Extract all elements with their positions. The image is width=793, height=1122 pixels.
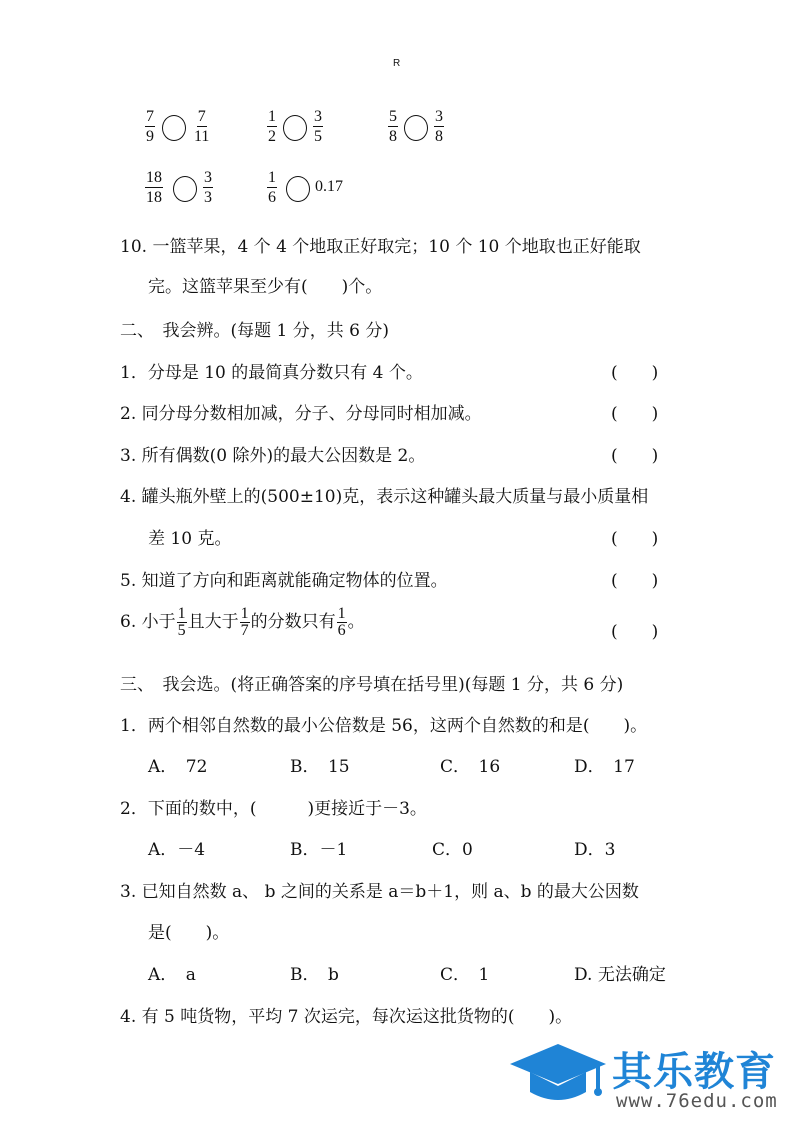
choice-question-2: 2．下面的数中，( )更接近于－3。 [120,799,427,819]
answer-paren[interactable]: ( ) [611,446,659,466]
option-a[interactable]: A． 72 [148,757,208,777]
judge-item-5: 5. 知道了方向和距离就能确定物体的位置。 [120,571,448,591]
compare-circle[interactable] [283,115,307,141]
header-mark: R [393,58,401,69]
judge-item-4-line-2: 差 10 克。 [148,529,232,549]
watermark-name: 其乐教育 [612,1049,776,1095]
option-c[interactable]: C．0 [432,840,473,860]
fraction: $\frac{7}{11}$ [194,108,210,145]
option-b[interactable]: B． 15 [290,757,350,777]
graduation-cap-icon [508,1040,608,1110]
fraction: $\frac{5}{8}$ [389,108,397,145]
fraction: $\frac{1}{6}$ [337,605,346,639]
fraction: $\frac{1}{7}$ [240,605,249,639]
judge-item-2: 2. 同分母分数相加减，分子、分母同时相加减。 [120,404,482,424]
option-c[interactable]: C． 1 [440,965,490,985]
option-a[interactable]: A． a [148,965,196,985]
compare-circle[interactable] [404,115,428,141]
option-b[interactable]: B． b [290,965,339,985]
choice-question-3-line-1: 3. 已知自然数 a、 b 之间的关系是 a＝b＋1，则 a、b 的最大公因数 [120,882,639,902]
fraction: $\frac{1}{5}$ [177,605,186,639]
option-a[interactable]: A．－4 [148,840,206,860]
judge-item-6: 6. 小于 $\frac{1}{5}$ 且大于 $\frac{1}{7}$ 的分数只有 $\frac{1}{6}$ 。 [120,605,365,639]
judge-item-1: 1．分母是 10 的最简真分数只有 4 个。 [120,363,423,383]
answer-paren[interactable]: ( ) [611,571,659,591]
section-3-title: 三、 我会选。(将正确答案的序号填在括号里)(每题 1 分，共 6 分) [120,675,624,695]
answer-paren[interactable]: ( ) [611,404,659,424]
judge-item-4-line-1: 4. 罐头瓶外壁上的(500±10)克，表示这种罐头最大质量与最小质量相 [120,487,649,507]
watermark-url: www.76edu.com [616,1090,778,1112]
question-10-line-2: 完。这篮苹果至少有( )个。 [148,277,383,297]
question-10-line-1: 10. 一篮苹果，4 个 4 个地取正好取完；10 个 10 个地取也正好能取 [120,237,641,257]
fraction: $\frac{7}{9}$ [146,108,154,145]
fraction: $\frac{18}{18}$ [146,169,162,206]
judge-item-3: 3. 所有偶数(0 除外)的最大公因数是 2。 [120,446,426,466]
fraction: $\frac{1}{6}$ [268,169,276,206]
answer-paren[interactable]: ( ) [611,363,659,383]
fraction: $\frac{1}{2}$ [268,108,276,145]
fraction: $\frac{3}{5}$ [314,108,322,145]
option-b[interactable]: B．－1 [290,840,348,860]
compare-circle[interactable] [162,115,186,141]
choice-question-4: 4. 有 5 吨货物，平均 7 次运完，每次运这批货物的( )。 [120,1007,573,1027]
choice-question-3-line-2: 是( )。 [148,923,230,943]
option-d[interactable]: D. 无法确定 [574,965,666,985]
fraction: $\frac{3}{3}$ [204,169,212,206]
answer-paren[interactable]: ( ) [611,622,659,642]
answer-paren[interactable]: ( ) [611,529,659,549]
compare-circle[interactable] [173,176,197,202]
option-d[interactable]: D． 17 [574,757,635,777]
fraction: $\frac{3}{8}$ [435,108,443,145]
section-2-title: 二、 我会辨。(每题 1 分，共 6 分) [120,321,390,341]
decimal-value: 0.17 [315,178,343,195]
option-d[interactable]: D．3 [574,840,616,860]
compare-circle[interactable] [286,176,310,202]
choice-question-1: 1．两个相邻自然数的最小公倍数是 56，这两个自然数的和是( )。 [120,716,648,736]
option-c[interactable]: C． 16 [440,757,501,777]
